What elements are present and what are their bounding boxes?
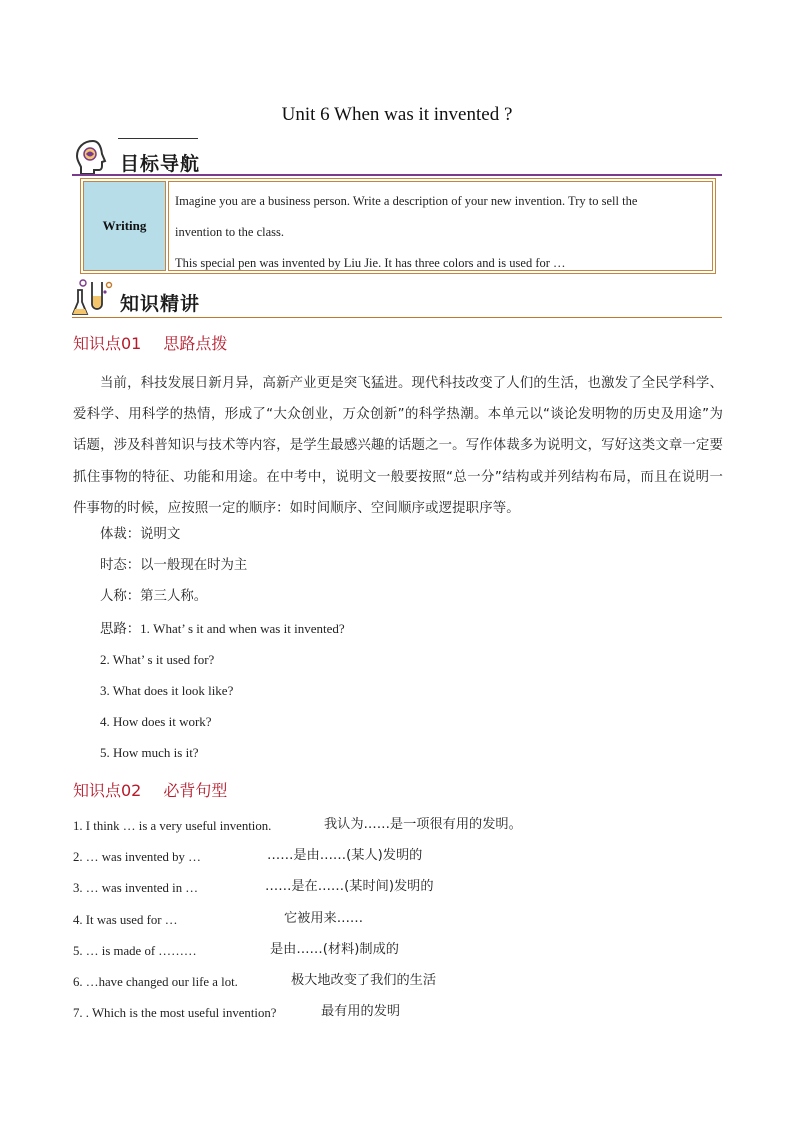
section-header-knowledge xyxy=(72,276,722,320)
sentence-cn: 我认为……是一项很有用的发明。 xyxy=(324,817,522,832)
sentence-en: 3. … was invented in … xyxy=(73,881,199,896)
thinking-item: 3. What does it look like? xyxy=(100,682,234,698)
goal-line: Imagine you are a business person. Write a description of your new invention. Try to sell the xyxy=(175,194,638,208)
goal-table-label: Writing xyxy=(83,181,166,271)
page-title: Unit 6 When was it invented ? xyxy=(281,104,513,125)
goal-line: This special pen was invented by Liu Jie. It has three colors and is used for … xyxy=(175,256,566,270)
section-title: 知识精讲 xyxy=(120,293,201,315)
goal-table-content xyxy=(168,181,713,271)
writing-guide xyxy=(100,519,720,769)
style-line: 时态：以一般现在时为主 xyxy=(100,558,248,574)
sentence-cn: ……是由……(某人)发明的 xyxy=(267,848,423,864)
section-rule xyxy=(72,317,722,318)
sentence-row xyxy=(73,809,723,840)
section-rule xyxy=(72,174,722,176)
sentence-row xyxy=(73,903,723,934)
sentence-en: 5. … is made of ……… xyxy=(73,943,197,958)
sentence-row xyxy=(73,871,723,902)
brain-head-icon xyxy=(72,137,112,177)
sentence-en: 7. . Which is the most useful invention? xyxy=(73,1006,277,1021)
sentence-patterns xyxy=(73,809,723,1027)
sentence-cn: ……是在……(某时间)发明的 xyxy=(265,879,434,895)
goal-table xyxy=(80,178,716,274)
sentence-en: 1. I think … is a very useful invention. xyxy=(73,819,272,833)
style-line: 体裁：说明文 xyxy=(100,527,181,542)
style-line: 人称：第三人称。 xyxy=(100,589,208,605)
kp-title: 必背句型 xyxy=(163,781,228,800)
thinking-item: 2. What’ s it used for? xyxy=(100,651,215,667)
thinking-item: 5. How much is it? xyxy=(100,745,199,761)
intro-paragraph: 当前，科技发展日新月异，高新产业更是突飞猛进。现代科技改变了人们的生活，也激发了全民学科学、爱科学、用科学的热情，形成了“大众创业，万众创新”的科学热潮。本单元以“谈论发明物的历史及用途”为话题，涉及科普知识与技术等内容，是学生最感兴趣的话题之一。写作体裁多为说明文，写好这类文章一定要抓住事物的特征、功能和用途。在中考中，说明文一般要按照“总一分”结构或并列结构布局，而且在说明一件事物的时候，应按照一定的顺序：如时间顺序、空间顺序或逻提职序等。 xyxy=(73,376,723,516)
thinking-line xyxy=(100,613,720,644)
kp-number: 知识点02 xyxy=(73,781,142,800)
sentence-en: 2. … was invented by … xyxy=(73,850,201,865)
chemistry-flask-icon xyxy=(72,276,116,318)
sentence-row xyxy=(73,934,723,965)
sentence-en: 4. It was used for … xyxy=(73,912,178,927)
thinking-item: 4. How does it work? xyxy=(100,714,212,730)
sentence-cn: 它被用来…… xyxy=(284,910,364,926)
knowledge-point-heading xyxy=(73,778,227,801)
thinking-item: 1. What’ s it and when was it invented? xyxy=(140,620,345,636)
goal-line: invention to the class. xyxy=(175,225,285,239)
sentence-cn: 是由……(材料)制成的 xyxy=(270,941,399,957)
section-header-goals xyxy=(72,137,722,179)
decorative-line xyxy=(118,138,198,139)
sentence-en: 6. …have changed our life a lot. xyxy=(73,974,238,989)
sentence-cn: 最有用的发明 xyxy=(321,1004,401,1020)
thinking-label: 思路： xyxy=(100,621,141,637)
kp-number: 知识点01 xyxy=(73,334,142,353)
sentence-row xyxy=(73,996,723,1027)
sentence-row xyxy=(73,840,723,871)
sentence-cn: 极大地改变了我们的生活 xyxy=(291,972,437,988)
kp-title: 思路点拨 xyxy=(163,334,228,353)
section-title: 目标导航 xyxy=(120,153,201,175)
sentence-row xyxy=(73,965,723,996)
knowledge-point-heading xyxy=(73,331,227,354)
